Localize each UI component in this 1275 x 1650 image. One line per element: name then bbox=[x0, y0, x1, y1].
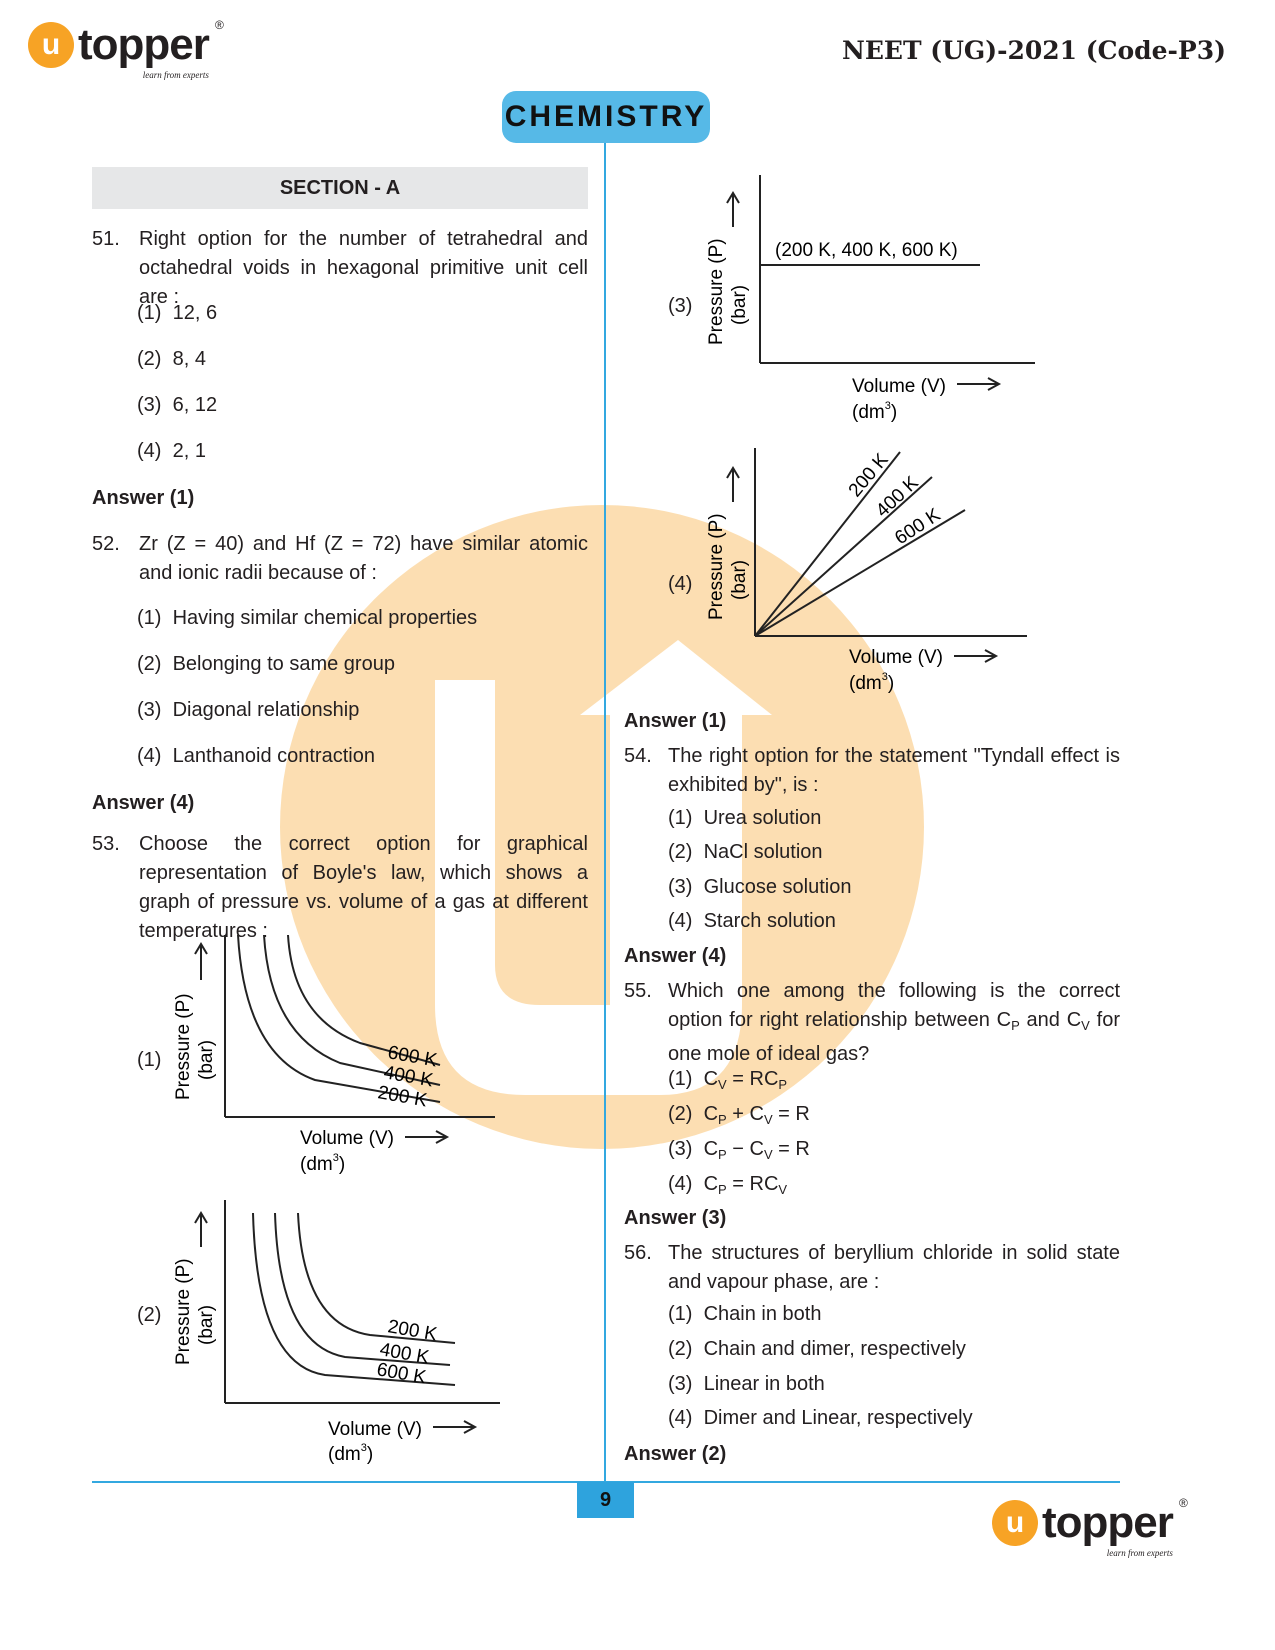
page-number: 9 bbox=[577, 1482, 634, 1518]
q52-option-4: (4) Lanthanoid contraction bbox=[137, 745, 375, 767]
question-text: Which one among the following is the correct option for right relationship between $C_P$ and $C_V$ for one mole of ideal gas? bbox=[668, 980, 1120, 1065]
x-axis-unit: $(dm^3)$ bbox=[300, 1152, 346, 1175]
question-number: 52. bbox=[92, 533, 120, 555]
section-heading: SECTION - A bbox=[92, 167, 588, 209]
y-axis-label: Pressure (P) bbox=[173, 1258, 194, 1365]
y-axis-label: Pressure (P) bbox=[173, 993, 194, 1100]
q55-answer: Answer (3) bbox=[624, 1207, 727, 1229]
x-axis-label: Volume (V) bbox=[849, 647, 943, 668]
q52-option-1: (1) Having similar chemical properties bbox=[137, 607, 478, 629]
q51-answer: Answer (1) bbox=[92, 487, 195, 509]
topper-logo bbox=[28, 18, 223, 80]
question-56 bbox=[624, 1239, 1120, 1299]
logo-tagline: learn from experts bbox=[1106, 1548, 1173, 1558]
curve-label: 600 K bbox=[386, 1042, 439, 1072]
line-label: 600 K bbox=[891, 504, 945, 550]
x-axis-label: Volume (V) bbox=[300, 1128, 394, 1149]
question-text: Choose the correct option for graphical representation of Boyle's law, which shows a graph of pressure vs. volume of a gas at different temperatures : bbox=[139, 833, 588, 942]
q51-option-1: (1) 12, 6 bbox=[137, 302, 218, 324]
q56-option-3: (3) Linear in both bbox=[668, 1373, 825, 1395]
q56-answer: Answer (2) bbox=[624, 1443, 727, 1465]
q52-answer: Answer (4) bbox=[92, 792, 195, 814]
question-number: 55. bbox=[624, 980, 652, 1002]
curve-label: 200 K bbox=[376, 1082, 429, 1112]
footer-topper-logo bbox=[992, 1496, 1187, 1558]
q51-option-2: (2) 8, 4 bbox=[137, 348, 206, 370]
question-text: Right option for the number of tetrahedral and octahedral voids in hexagonal primitive unit cell are : bbox=[139, 228, 588, 308]
question-52 bbox=[92, 530, 588, 590]
graph-3 bbox=[700, 170, 1045, 425]
q56-option-2: (2) Chain and dimer, respectively bbox=[668, 1338, 966, 1360]
question-text: The right option for the statement "Tyndall effect is exhibited by", is : bbox=[668, 745, 1120, 796]
q54-option-2: (2) NaCl solution bbox=[668, 841, 823, 863]
q51-option-4: (4) 2, 1 bbox=[137, 440, 206, 462]
y-axis-unit: (bar) bbox=[196, 1039, 217, 1080]
question-55 bbox=[624, 977, 1120, 1067]
curve-label: 200 K bbox=[386, 1316, 439, 1346]
question-number: 54. bbox=[624, 745, 652, 767]
logo-registered: ® bbox=[215, 18, 223, 32]
line-label: 400 K bbox=[872, 472, 923, 522]
logo-word: topper bbox=[78, 20, 209, 69]
q54-option-4: (4) Starch solution bbox=[668, 910, 836, 932]
logo-u-icon: u bbox=[992, 1500, 1038, 1546]
q52-option-3: (3) Diagonal relationship bbox=[137, 699, 360, 721]
question-51 bbox=[92, 225, 588, 308]
graph-2 bbox=[165, 1195, 505, 1470]
q54-option-3: (3) Glucose solution bbox=[668, 876, 852, 898]
x-axis-label: Volume (V) bbox=[852, 376, 946, 397]
y-axis-unit: (bar) bbox=[729, 559, 750, 600]
question-text: Zr (Z = 40) and Hf (Z = 72) have similar atomic and ionic radii because of : bbox=[139, 533, 588, 584]
question-number: 51. bbox=[92, 228, 120, 250]
graph-1 bbox=[165, 930, 505, 1180]
q55-option-4: (4) $C_P = RC_V$ bbox=[668, 1173, 788, 1197]
question-number: 53. bbox=[92, 833, 120, 855]
q55-option-2: (2) $C_P + C_V = R$ bbox=[668, 1103, 810, 1127]
y-axis-label: Pressure (P) bbox=[706, 513, 727, 620]
curve-label: 400 K bbox=[382, 1062, 435, 1092]
y-axis-label: Pressure (P) bbox=[706, 238, 727, 345]
line-label: (200 K, 400 K, 600 K) bbox=[775, 240, 958, 261]
logo-word: topper bbox=[1042, 1498, 1173, 1547]
graph-4 bbox=[700, 440, 1045, 698]
graph-2-number: (2) bbox=[137, 1304, 162, 1326]
y-axis-unit: (bar) bbox=[729, 284, 750, 325]
question-54 bbox=[624, 742, 1120, 802]
q55-option-3: (3) $C_P - C_V = R$ bbox=[668, 1138, 810, 1162]
question-number: 56. bbox=[624, 1242, 652, 1264]
graph-4-number: (4) bbox=[668, 573, 693, 595]
y-axis-unit: (bar) bbox=[196, 1304, 217, 1345]
logo-registered: ® bbox=[1179, 1496, 1187, 1510]
q56-option-4: (4) Dimer and Linear, respectively bbox=[668, 1407, 973, 1429]
line-label: 200 K bbox=[844, 449, 893, 502]
x-axis-unit: $(dm^3)$ bbox=[328, 1442, 374, 1465]
x-axis-label: Volume (V) bbox=[328, 1419, 422, 1440]
subject-badge: CHEMISTRY bbox=[502, 91, 710, 143]
x-axis-unit: $(dm^3)$ bbox=[849, 671, 895, 694]
x-axis-unit: $(dm^3)$ bbox=[852, 400, 898, 423]
question-53 bbox=[92, 830, 588, 942]
q53-answer: Answer (1) bbox=[624, 710, 727, 732]
curve-label: 600 K bbox=[375, 1359, 428, 1389]
q52-option-2: (2) Belonging to same group bbox=[137, 653, 395, 675]
q55-option-1: (1) $C_V = RC_P$ bbox=[668, 1068, 788, 1092]
logo-u-icon: u bbox=[28, 22, 74, 68]
exam-code: NEET (UG)-2021 (Code-P3) bbox=[842, 36, 1226, 65]
column-divider bbox=[604, 143, 606, 1482]
graph-1-number: (1) bbox=[137, 1049, 162, 1071]
q51-option-3: (3) 6, 12 bbox=[137, 394, 218, 416]
q54-option-1: (1) Urea solution bbox=[668, 807, 822, 829]
question-text: The structures of beryllium chloride in solid state and vapour phase, are : bbox=[668, 1242, 1120, 1293]
graph-3-number: (3) bbox=[668, 295, 693, 317]
logo-tagline: learn from experts bbox=[142, 70, 209, 80]
q56-option-1: (1) Chain in both bbox=[668, 1303, 822, 1325]
q54-answer: Answer (4) bbox=[624, 945, 727, 967]
curve-label: 400 K bbox=[378, 1339, 431, 1369]
